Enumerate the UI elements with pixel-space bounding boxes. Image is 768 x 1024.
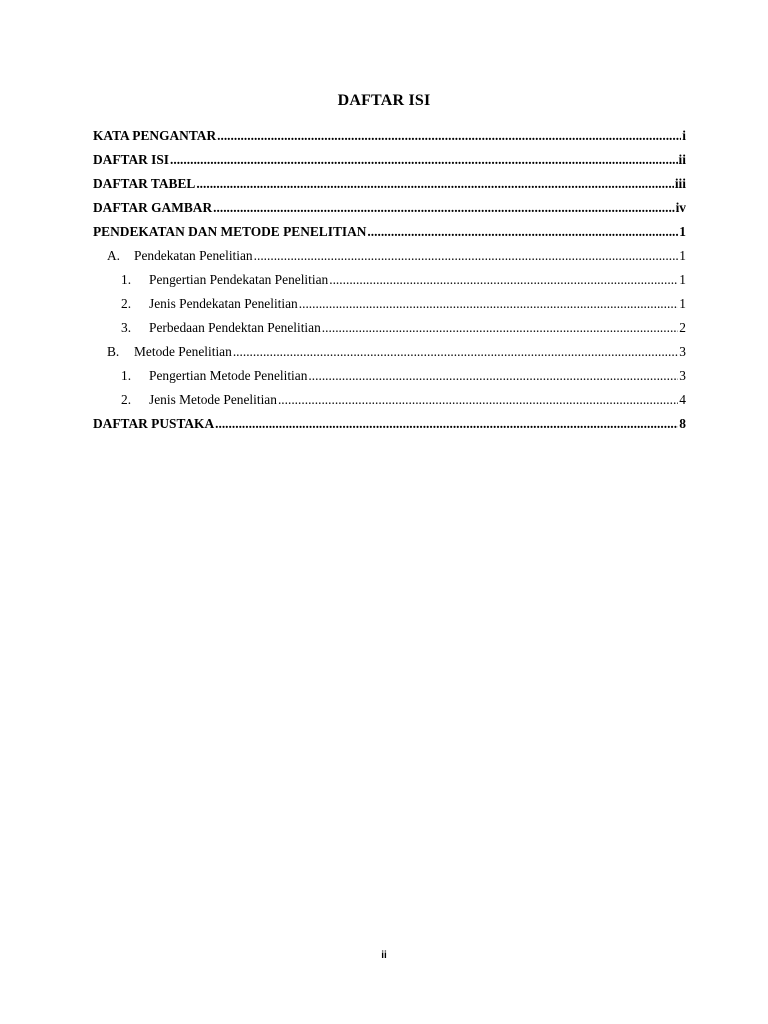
toc-entry[interactable] bbox=[93, 248, 686, 268]
toc-entry-page: 4 bbox=[679, 392, 686, 407]
toc-entry-page: 2 bbox=[679, 320, 686, 335]
toc-entry-label: Perbedaan Pendektan Penelitian bbox=[149, 320, 321, 335]
toc-entry[interactable] bbox=[93, 152, 686, 172]
toc-dot-leader bbox=[299, 296, 679, 312]
toc-dot-leader bbox=[278, 392, 678, 408]
toc-entry-number: 2. bbox=[121, 296, 132, 311]
page-title: DAFTAR ISI bbox=[337, 92, 431, 109]
toc-dot-leader bbox=[217, 128, 681, 144]
toc-entry-number: A. bbox=[107, 248, 121, 263]
toc-entry-page: i bbox=[682, 128, 686, 143]
toc-entry-label: DAFTAR TABEL bbox=[93, 176, 196, 191]
toc-entry[interactable] bbox=[93, 416, 686, 436]
toc-entry-page: iii bbox=[674, 176, 686, 191]
toc-entry-label: Pengertian Pendekatan Penelitian bbox=[149, 272, 329, 287]
toc-entry-label: PENDEKATAN DAN METODE PENELITIAN bbox=[93, 224, 367, 239]
toc-entry-page: 8 bbox=[679, 416, 686, 431]
toc-dot-leader bbox=[233, 344, 678, 360]
toc-entry-label: Jenis Pendekatan Penelitian bbox=[149, 296, 298, 311]
toc-entry-label: Pendekatan Penelitian bbox=[134, 248, 253, 263]
toc-entry-number: 1. bbox=[121, 272, 132, 287]
toc-entry-label: DAFTAR PUSTAKA bbox=[93, 416, 215, 431]
toc-entry-number: B. bbox=[107, 344, 120, 359]
toc-entry-page: 3 bbox=[679, 368, 686, 383]
toc-dot-leader bbox=[196, 176, 674, 192]
toc-dot-leader bbox=[367, 224, 678, 240]
toc-entry[interactable] bbox=[93, 344, 686, 364]
toc-entry-page: 1 bbox=[679, 296, 686, 311]
toc-entry-label: Pengertian Metode Penelitian bbox=[149, 368, 308, 383]
toc-entry-page: 1 bbox=[679, 248, 686, 263]
toc-dot-leader bbox=[170, 152, 678, 168]
toc-entry[interactable] bbox=[93, 368, 686, 388]
toc-entry-page: 1 bbox=[679, 272, 686, 287]
toc-entry-label: DAFTAR GAMBAR bbox=[93, 200, 213, 215]
toc-entry[interactable] bbox=[93, 320, 686, 340]
toc-entry[interactable] bbox=[93, 224, 686, 244]
toc-dot-leader bbox=[329, 272, 678, 288]
toc-entry-page: 1 bbox=[679, 224, 686, 239]
toc-entry-page: iv bbox=[675, 200, 686, 215]
toc-dot-leader bbox=[213, 200, 674, 216]
toc-dot-leader bbox=[215, 416, 678, 432]
toc-entry-label: Jenis Metode Penelitian bbox=[149, 392, 277, 407]
toc-dot-leader bbox=[322, 320, 679, 336]
toc-dot-leader bbox=[254, 248, 679, 264]
toc-entry-number: 1. bbox=[121, 368, 132, 383]
toc-entry-page: ii bbox=[678, 152, 686, 167]
toc-entry-number: 3. bbox=[121, 320, 132, 335]
toc-entry-page: 3 bbox=[679, 344, 686, 359]
toc-entry[interactable] bbox=[93, 128, 686, 148]
toc-entry[interactable] bbox=[93, 296, 686, 316]
toc-entry[interactable] bbox=[93, 176, 686, 196]
toc-dot-leader bbox=[308, 368, 678, 384]
toc-entry-label: KATA PENGANTAR bbox=[93, 128, 217, 143]
page-number: ii bbox=[381, 950, 387, 961]
toc-entry-label: DAFTAR ISI bbox=[93, 152, 170, 167]
toc-entry-number: 2. bbox=[121, 392, 132, 407]
toc-entry-label: Metode Penelitian bbox=[134, 344, 232, 359]
toc-entry[interactable] bbox=[93, 200, 686, 220]
toc-entry[interactable] bbox=[93, 392, 686, 412]
toc-entry[interactable] bbox=[93, 272, 686, 292]
